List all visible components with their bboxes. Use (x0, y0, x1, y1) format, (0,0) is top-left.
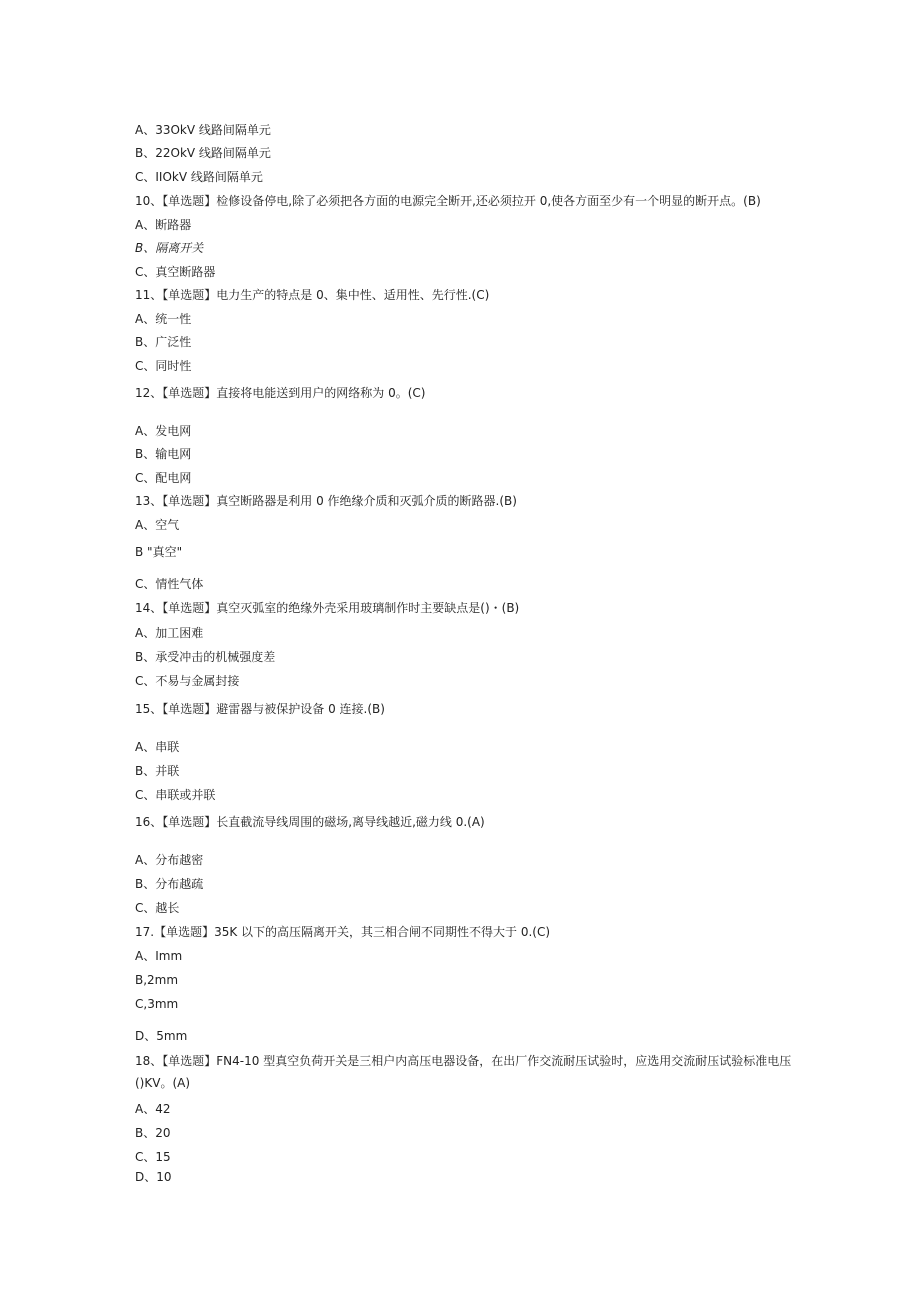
q18-option-b: B、20 (135, 1126, 171, 1140)
q10-question: 10、【单选题】检修设备停电,除了必须把各方面的电源完全断开,还必须拉开 0,使各方面至少有一个明显的断开点。(B) (135, 194, 761, 208)
q9-option-c: C、IIOkV 线路间隔单元 (135, 170, 263, 184)
q17-question: 17.【单选题】35K 以下的高压隔离开关，其三相合闸不同期性不得大于 0.(C) (135, 925, 551, 939)
q12-option-a: A、发电网 (135, 424, 192, 438)
q9-option-b: B、22OkV 线路间隔单元 (135, 146, 271, 160)
q17-option-a: A、Imm (135, 949, 183, 963)
q18-question-cont: ()KV。(A) (135, 1076, 191, 1090)
q16-option-a: A、分布越密 (135, 853, 204, 867)
q11-option-c: C、同时性 (135, 359, 192, 373)
q13-option-c: C、情性气体 (135, 577, 204, 591)
q18-question: 18、【单选题】FN4-10 型真空负荷开关是三相户内高压电器设备，在出厂作交流耐压试验时，应选用交流耐压试验标准电压 (135, 1054, 792, 1068)
q18-option-c: C、15 (135, 1150, 171, 1164)
q16-question: 16、【单选题】长直截流导线周围的磁场,离导线越近,磁力线 0.(A) (135, 815, 485, 829)
q15-question: 15、【单选题】避雷器与被保护设备 0 连接.(B) (135, 702, 385, 716)
q16-option-b: B、分布越疏 (135, 877, 204, 891)
q15-option-a: A、串联 (135, 740, 180, 754)
q9-option-a: A、33OkV 线路间隔单元 (135, 123, 271, 137)
q16-option-c: C、越长 (135, 901, 180, 915)
q12-option-c: C、配电网 (135, 471, 192, 485)
q17-option-d: D、5mm (135, 1029, 188, 1043)
q13-question: 13、【单选题】真空断路器是利用 0 作绝缘介质和灭弧介质的断路器.(B) (135, 494, 517, 508)
q14-option-b: B、承受冲击的机械强度差 (135, 650, 276, 664)
q12-question: 12、【单选题】直接将电能送到用户的网络称为 0。(C) (135, 386, 426, 400)
q14-option-a: A、加工困难 (135, 626, 204, 640)
q13-option-a: A、空气 (135, 518, 180, 532)
q17-option-b: B,2mm (135, 973, 179, 987)
q11-option-b: B、广泛性 (135, 335, 192, 349)
q11-option-a: A、统一性 (135, 312, 192, 326)
q18-option-a: A、42 (135, 1102, 171, 1116)
q11-question: 11、【单选题】电力生产的特点是 0、集中性、适用性、先行性.(C) (135, 288, 490, 302)
q14-question: 14、【单选题】真空灭弧室的绝缘外壳采用玻璃制作时主要缺点是()・(B) (135, 601, 520, 615)
q15-option-c: C、串联或并联 (135, 788, 216, 802)
q14-option-c: C、不易与金属封接 (135, 674, 240, 688)
q13-option-b: B "真空" (135, 545, 183, 559)
q17-option-c: C,3mm (135, 997, 179, 1011)
q10-option-a: A、断路器 (135, 218, 192, 232)
q18-option-d: D、10 (135, 1170, 172, 1184)
q10-option-b: B、隔离开关 (135, 241, 204, 255)
q12-option-b: B、输电网 (135, 447, 192, 461)
q10-option-c: C、真空断路器 (135, 265, 216, 279)
q15-option-b: B、并联 (135, 764, 180, 778)
